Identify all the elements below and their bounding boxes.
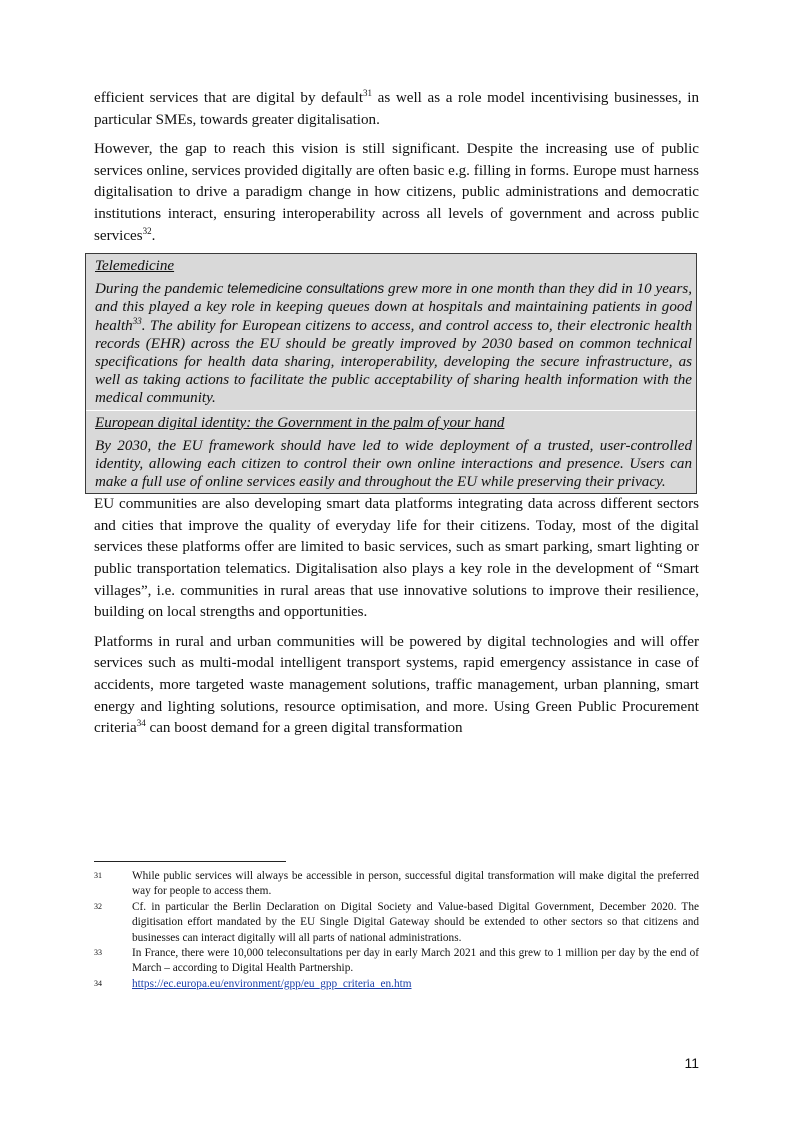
footnote-ref-31[interactable]: 31 bbox=[363, 88, 373, 98]
footnote-text: While public services will always be accessible in person, successful digital transformation will make digital the preferred way for people to access them. bbox=[132, 870, 699, 898]
paragraph-4 bbox=[94, 632, 699, 740]
footnote-ref-33[interactable]: 33 bbox=[132, 315, 142, 326]
paragraph-2-text: However, the gap to reach this vision is still significant. Despite the increasing use of public services online, services provided digitally are often basic e.g. filling in forms. Europe must harness digitalisation to drive a paradigm change in how citizens, public administrations and democratic institutions interact, ensuring interoperability across all levels of government and across public services bbox=[94, 141, 699, 244]
footnote-number: 34 bbox=[94, 978, 102, 988]
footnote-separator bbox=[94, 861, 286, 862]
box-text-telemedicine-emphasis: telemedicine consultations bbox=[227, 281, 385, 297]
footnote-text-wrap bbox=[132, 977, 699, 992]
footnote-31 bbox=[94, 869, 699, 900]
highlight-box bbox=[85, 253, 697, 494]
page-number: 11 bbox=[684, 1055, 699, 1071]
paragraph-4-text: Platforms in rural and urban communities will be powered by digital technologies and will offer services such as multi-modal intelligent transport systems, rapid emergency assistance in case of accidents, more targeted waste management solutions, traffic management, urban planning, smart energy and lighting solutions, resource optimisation, and more. Using Green Public Procurement criteria bbox=[94, 633, 699, 737]
box-text-telemedicine-a: During the pandemic bbox=[95, 281, 228, 298]
paragraph-2 bbox=[94, 139, 699, 247]
footnote-33 bbox=[94, 946, 699, 977]
paragraph-1-text-cont: as well as a role model incentivising businesses, in particular SMEs, towards greater digitalisation. bbox=[94, 90, 699, 128]
paragraph-1 bbox=[94, 88, 699, 131]
box-separator bbox=[86, 410, 696, 437]
footnote-number: 31 bbox=[94, 871, 102, 880]
paragraph-3: EU communities are also developing smart data platforms integrating data across different sectors and cities that improve the quality of everyday life for their citizens. Today, most of the digital services these platforms offer are limited to basic services, such as smart parking, smart lighting or public transportation telematics. Digitalisation also plays a key role in the development of “Smart villages”, i.e. communities in rural areas that use innovative solutions to improve their resilience, building on local strengths and opportunities. bbox=[94, 496, 699, 621]
box-text-digital-identity: By 2030, the EU framework should have led to wide deployment of a trusted, user-controlled identity, allowing each citizen to control their own online interactions and presence. Users can make a full use of online services easily and throughout the EU while preserving their privacy. bbox=[95, 437, 692, 490]
footnote-number: 32 bbox=[94, 901, 102, 911]
gpp-criteria-link[interactable]: https://ec.europa.eu/environment/gpp/eu_gpp_criteria_en.htm bbox=[132, 977, 412, 990]
footnotes bbox=[94, 869, 699, 992]
footnote-32 bbox=[94, 900, 699, 946]
box-text-telemedicine-b: grew more in one month than they did in 10 years, and this played a key role in keeping queues down at hospitals and maintaining patients in good health bbox=[95, 281, 692, 334]
footnote-number: 33 bbox=[94, 948, 102, 958]
paragraph-4-text-cont: can boost demand for a green digital transformation bbox=[145, 720, 463, 737]
footnote-text: In France, there were 10,000 teleconsultations per day in early March 2021 and this grew to 1 million per day by the end of March – according to Digital Health Partnership. bbox=[132, 947, 699, 975]
footnote-34 bbox=[94, 977, 699, 992]
box-text-telemedicine bbox=[95, 280, 696, 407]
box-title-digital-identity: European digital identity: the Government in the palm of your hand bbox=[95, 414, 505, 431]
paragraph-1-text: efficient services that are digital by default bbox=[94, 90, 364, 106]
footnote-ref-34[interactable]: 34 bbox=[136, 718, 146, 729]
footnote-ref-32[interactable]: 32 bbox=[142, 225, 152, 236]
box-text-telemedicine-c: . The ability for European citizens to access, and control access to, their electronic health records (EHR) across the EU should be greatly improved by 2030 based on common technical specifications for health data sharing, interoperability, developing the secure infrastructure, as well as taking actions to facilitate the public acceptability of sharing health information with the medical community. bbox=[95, 317, 692, 407]
page-body bbox=[94, 88, 699, 740]
box-title-telemedicine: Telemedicine bbox=[95, 258, 175, 275]
paragraph-2-text-cont: . bbox=[151, 227, 156, 244]
footnote-text: Cf. in particular the Berlin Declaration on Digital Society and Value-based Digital Government, December 2020. The digitisation effort mandated by the EU Single Digital Gateway should be extended to other sectors so that citizens and businesses can interact digitally will all parts of national administrations. bbox=[132, 900, 699, 944]
